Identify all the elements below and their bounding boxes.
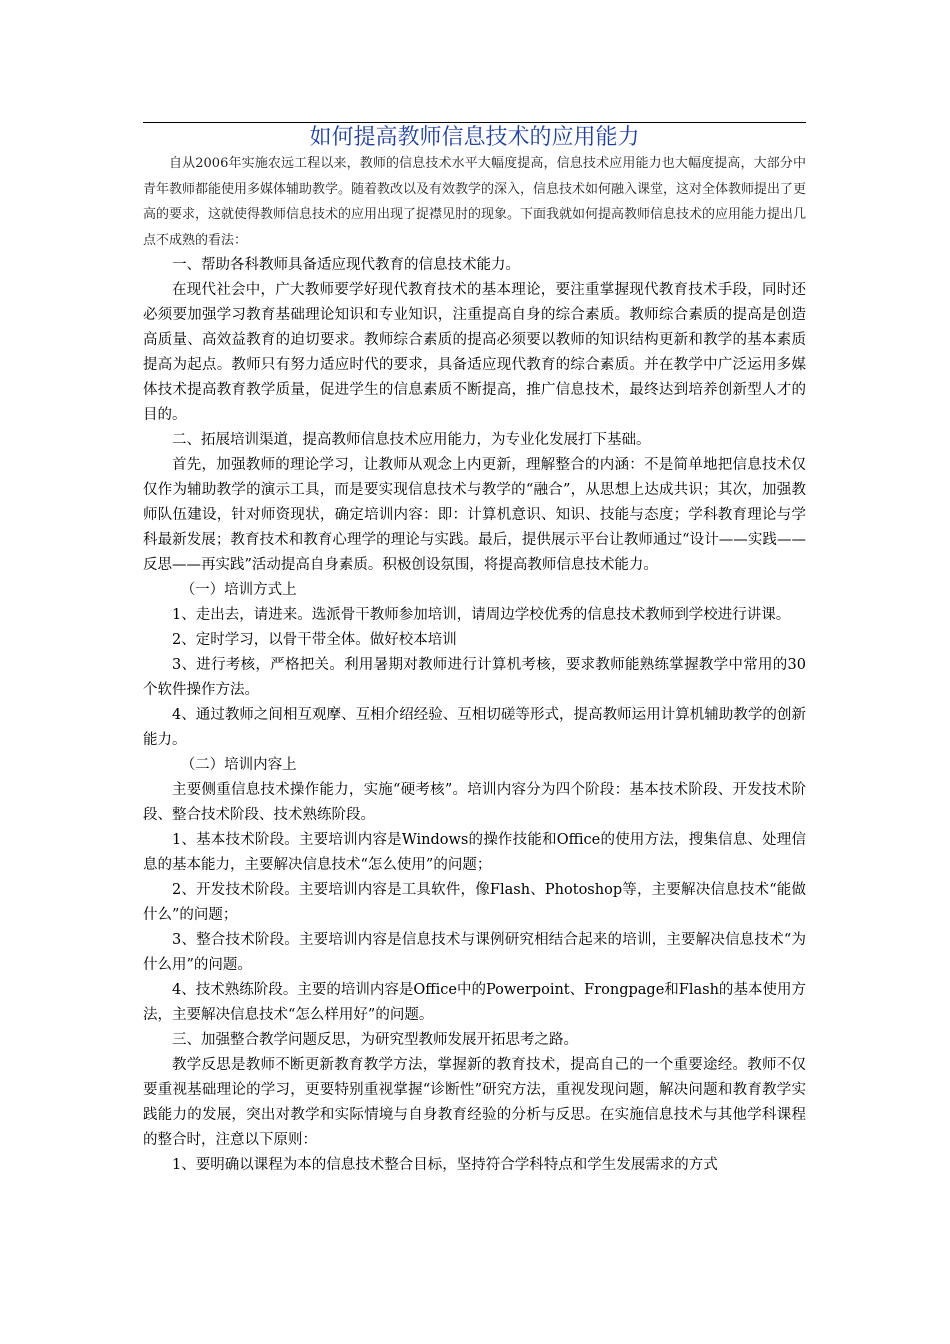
subheading-training-method: （一）培训方式上 bbox=[180, 582, 297, 598]
list-item: 1、基本技术阶段。主要培训内容是Windows的操作技能和Office的使用方法，搜集信息、处理信息的基本能力，主要解决信息技术“怎么使用”的问题； bbox=[143, 832, 806, 873]
list-item: 2、开发技术阶段。主要培训内容是工具软件，像Flash、Photoshop等，主要解决信息技术“能做什么”的问题； bbox=[143, 882, 806, 923]
heading-section-3: 三、加强整合教学问题反思，为研究型教师发展开拓思考之路。 bbox=[172, 1032, 578, 1048]
paragraph: 首先，加强教师的理论学习，让教师从观念上内更新，理解整合的内涵：不是简单地把信息技术仅仅作为辅助教学的演示工具，而是要实现信息技术与教学的“融合”，从思想上达成共识；其次，加强教师队伍建设，针对师资现状，确定培训内容：即：计算机意识、知识、技能与态度；学科教育理论与学科最新发展；教育技术和教育心理学的理论与实践。最后，提供展示平台让教师通过“设计——实践——反思——再实践”活动提高自身素质。积极创设氛围，将提高教师信息技术能力。 bbox=[143, 457, 806, 573]
main-section bbox=[143, 253, 806, 1178]
paragraph: 在现代社会中，广大教师要学好现代教育技术的基本理论，要注重掌握现代教育技术手段，同时还必须要加强学习教育基础理论知识和专业知识，注重提高自身的综合素质。教师综合素质的提高是创造高质量、高效益教育的迫切要求。教师综合素质的提高必须要以教师的知识结构更新和教学的基本素质提高为起点。教师只有努力适应时代的要求，具备适应现代教育的综合素质。并在教学中广泛运用多媒体技术提高教育教学质量，促进学生的信息素质不断提高，推广信息技术，最终达到培养创新型人才的目的。 bbox=[143, 282, 806, 423]
document-body bbox=[143, 151, 806, 1178]
paragraph: 教学反思是教师不断更新教育教学方法，掌握新的教育技术，提高自己的一个重要途经。教师不仅要重视基础理论的学习，更要特别重视掌握“诊断性”研究方法，重视发现问题，解决问题和教育教学实践能力的发展，突出对教学和实际情境与自身教育经验的分析与反思。在实施信息技术与其他学科课程的整合时，注意以下原则： bbox=[143, 1057, 806, 1148]
list-item: 1、走出去，请进来。选派骨干教师参加培训，请周边学校优秀的信息技术教师到学校进行讲课。 bbox=[172, 607, 791, 623]
intro-section bbox=[143, 151, 806, 253]
list-item: 3、整合技术阶段。主要培训内容是信息技术与课例研究相结合起来的培训，主要解决信息技术“为什么用”的问题。 bbox=[143, 932, 806, 973]
list-item: 4、通过教师之间相互观摩、互相介绍经验、互相切磋等形式，提高教师运用计算机辅助教学的创新能力。 bbox=[143, 707, 806, 748]
heading-section-2: 二、拓展培训渠道，提高教师信息技术应用能力，为专业化发展打下基础。 bbox=[172, 432, 651, 448]
intro-paragraph: 自从2006年实施农远工程以来，教师的信息技术水平大幅度提高，信息技术应用能力也大幅度提高，大部分中青年教师都能使用多媒体辅助教学。随着教改以及有效教学的深入，信息技术如何融入课堂，这对全体教师提出了更高的要求，这就使得教师信息技术的应用出现了捉襟见肘的现象。下面我就如何提高教师信息技术的应用能力提出几点不成熟的看法： bbox=[143, 156, 807, 248]
list-item: 3、进行考核，严格把关。利用暑期对教师进行计算机考核，要求教师能熟练掌握教学中常用的30个软件操作方法。 bbox=[143, 657, 806, 698]
list-item: 2、定时学习，以骨干带全体。做好校本培训 bbox=[172, 632, 457, 648]
subheading-training-content: （二）培训内容上 bbox=[180, 757, 297, 773]
paragraph: 主要侧重信息技术操作能力，实施“硬考核”。培训内容分为四个阶段：基本技术阶段、开发技术阶段、整合技术阶段、技术熟练阶段。 bbox=[143, 782, 806, 823]
heading-section-1: 一、帮助各科教师具备适应现代教育的信息技术能力。 bbox=[172, 257, 520, 273]
header-rule bbox=[143, 122, 806, 123]
page-title: 如何提高教师信息技术的应用能力 bbox=[309, 125, 640, 150]
list-item: 4、技术熟练阶段。主要的培训内容是Office中的Powerpoint、Frongpage和Flash的基本使用方法，主要解决信息技术“怎么样用好”的问题。 bbox=[143, 982, 806, 1023]
list-item: 1、要明确以课程为本的信息技术整合目标，坚持符合学科特点和学生发展需求的方式 bbox=[172, 1157, 718, 1173]
